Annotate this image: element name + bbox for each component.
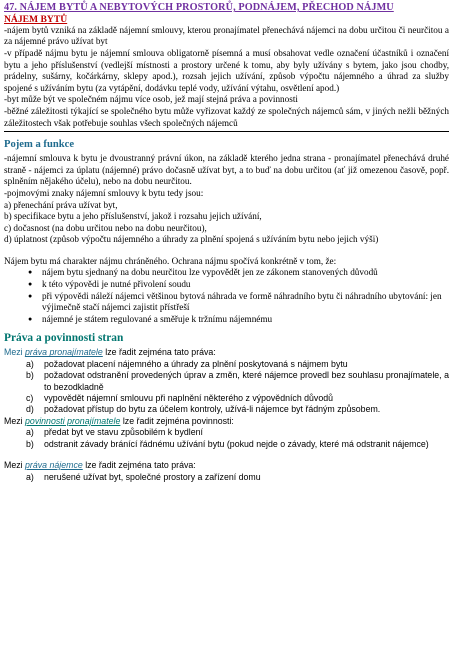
group-term: práva nájemce	[25, 460, 83, 471]
document-page	[4, 2, 449, 483]
list-item: b) požadovat odstranění provedených úprav a změn, které nájemce provedl bez souhlasu pronajímatele, a to bezodkladně	[26, 370, 449, 392]
list-item: d) požadovat přístup do bytu za účelem kontroly, užívá-li nájemce byt řádným způsobem.	[26, 404, 381, 415]
list-item: a) přenechání práva užívat byt,	[4, 199, 118, 210]
list-item: b) odstranit závady bránící řádnému užívání bytu (pokud nejde o závady, které má odstranit nájemce)	[26, 438, 429, 449]
paragraph: -v případě nájmu bytu je nájemní smlouva obligatorně písemná a musí obsahovat vedle označení účastníků i označení bytu a jeho příslušenství (vedlejší místnosti a prostory určené k tomu, aby byly užívány s bytem, jako jsou chodby, prádelny, sušárny, kočárkárny, sklepy apod.), rozsah jejich užívání, způsob výpočtu nájemného a úhrad za služby spojené s užíváním bytu (za vytápění, dodávku teplé vody, užívání výtahu, osvětlení apod.)	[4, 47, 449, 93]
divider	[4, 131, 449, 132]
group-lead-rest: lze řadit zejména povinnosti:	[122, 415, 234, 426]
group-term: práva pronajímatele	[25, 347, 103, 358]
paragraph: -nájem bytů vzniká na základě nájemní smlouvy, kterou pronajímatel přenechává nájemci na dobu určitou či neurčitou a za nájemné právo užívat byt	[4, 24, 449, 47]
bullet-list	[4, 267, 449, 325]
paragraph: Nájem bytu má charakter nájmu chráněného. Ochrana nájmu spočívá konkrétně v tom, že:	[4, 255, 337, 266]
bullet-item: ● při výpovědi náleží nájemci většinou bytová náhrada ve formě náhradního bytu či náhradního ubytování: jen výjimečně stačí nájemci zajistit přístřeší	[28, 291, 449, 314]
group-lead-rest: lze řadit zejména tato práva:	[105, 347, 216, 358]
list-item: c) dočasnost (na dobu určitou nebo na dobu neurčitou),	[4, 222, 207, 233]
list-item: c) vypovědět nájemní smlouvu při naplnění některého z výpovědních důvodů	[26, 393, 334, 404]
group-lead-rest: lze řadit zejména tato práva:	[85, 460, 196, 471]
list-item: d) úplatnost (způsob výpočtu nájemného a úhrady za plnění spojená s užíváním bytu nebo jejich výši)	[4, 234, 379, 245]
group-lead: Mezi	[4, 460, 23, 471]
list-item: b) specifikace bytu a jeho příslušenství, jakož i rozsahu jejich užívání,	[4, 211, 262, 222]
paragraph: -pojmovými znaky nájemní smlouvy k bytu tedy jsou:	[4, 187, 204, 198]
group-prava-pronajimatele	[4, 347, 449, 415]
paragraph: -nájemní smlouva k bytu je dvoustranný právní úkon, na základě kterého jedna strana - pronajímatel přenechává druhé straně - nájemci za úplatu (nájemné) právo dočasně užívat byt, a to buď na dobu určitou (ať již omezenou časově, popř. splněním nějakého účelu), nebo na dobu neurčitou.	[4, 153, 449, 187]
group-povinnosti-pronajimatele	[4, 416, 449, 450]
document-title: 47. NÁJEM BYTŮ A NEBYTOVÝCH PROSTORŮ, PODNÁJEM, PŘECHOD NÁJMU	[4, 2, 394, 13]
section-heading-pojem-a-funkce: Pojem a funkce	[4, 139, 75, 151]
section-heading-prava-a-povinnosti: Práva a povinnosti stran	[4, 332, 124, 345]
bullet-item: ● nájemné je státem regulované a směřuje k tržnímu nájemnému	[28, 314, 449, 326]
group-term: povinnosti pronajímatele	[25, 415, 121, 426]
section-heading-najem-bytu: NÁJEM BYTŮ	[4, 13, 68, 25]
group-lead: Mezi	[4, 347, 23, 358]
bullet-item: ● k této výpovědi je nutné přivolení soudu	[28, 279, 449, 291]
group-lead: Mezi	[4, 415, 23, 426]
bullet-item: ● nájem bytu sjednaný na dobu neurčitou lze vypovědět jen ze zákonem stanovených důvodů	[28, 267, 449, 279]
paragraph: -běžné záležitosti týkající se společného bytu může vyřizovat každý ze společných nájemců sám, v jiných nežli běžných záležitostech však potřebuje souhlas všech společných nájemců	[4, 105, 449, 128]
group-prava-najemce	[4, 460, 449, 483]
list-item: a) nerušené užívat byt, společné prostory a zařízení domu	[26, 471, 261, 482]
list-item: a) požadovat placení nájemného a úhrady za plnění poskytovaná s nájmem bytu	[26, 358, 348, 369]
list-item: a) předat byt ve stavu způsobilém k bydlení	[26, 427, 203, 438]
paragraph: -byt může být ve společném nájmu více osob, jež mají stejná práva a povinnosti	[4, 94, 298, 105]
